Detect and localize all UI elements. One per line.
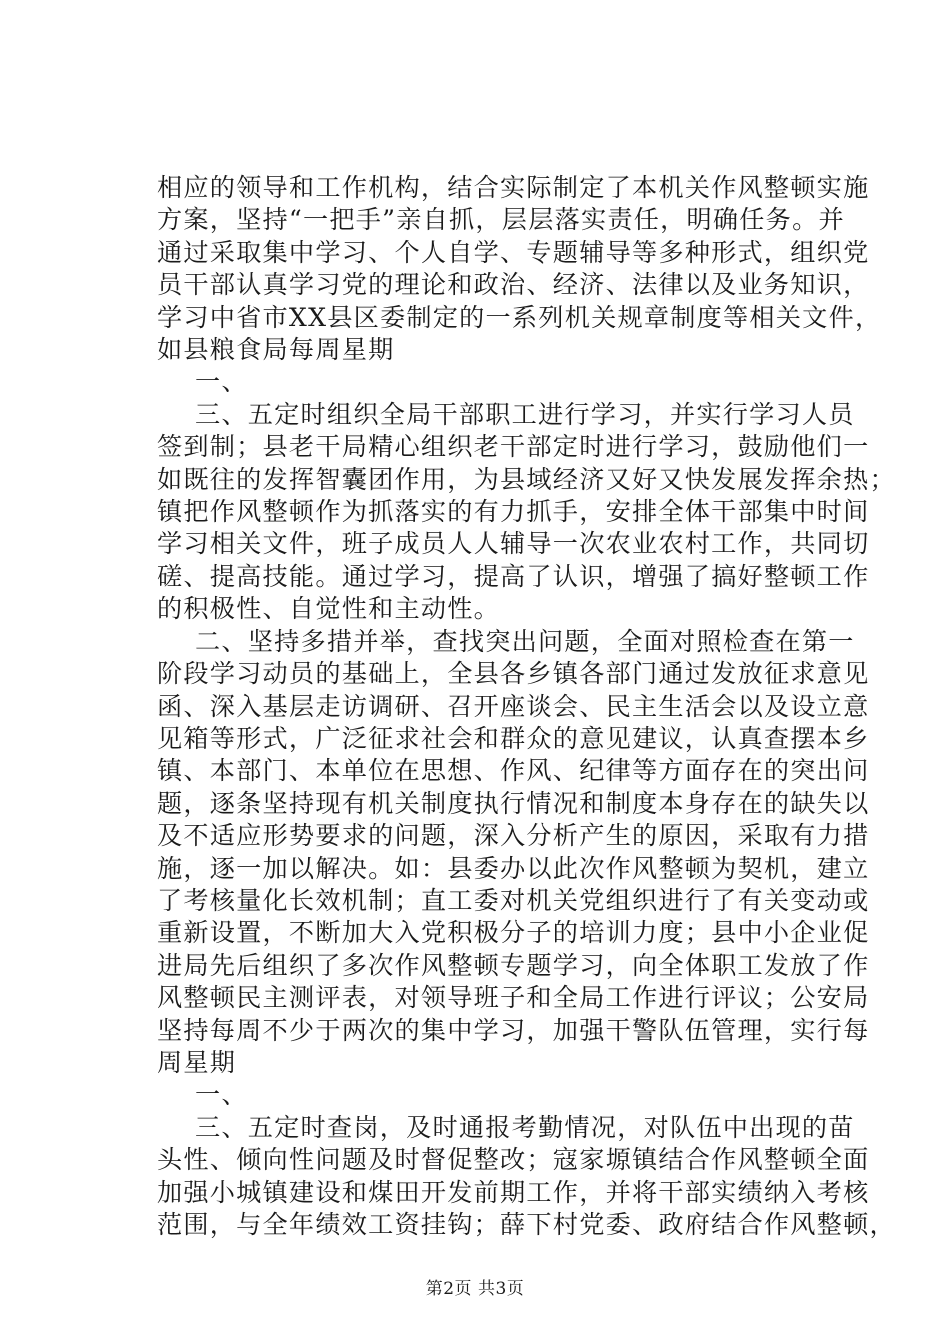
text-line: 了考核量化长效机制；直工委对机关党组织进行了有关变动或	[157, 885, 870, 915]
text-line: 签到制；县老干局精心组织老干部定时进行学习，鼓励他们一	[157, 432, 870, 462]
text-line: 周星期	[157, 1047, 237, 1077]
text-line: 如县粮食局每周星期	[157, 335, 395, 365]
text-line: 施，逐一加以解决。如：县委办以此次作风整顿为契机，建立	[157, 853, 870, 883]
text-line: 范围，与全年绩效工资挂钩；薛下村党委、政府结合作风整顿，	[157, 1210, 896, 1239]
text-line: 及不适应形势要求的问题，深入分析产生的原因，采取有力措	[157, 821, 870, 851]
text-line: 员干部认真学习党的理论和政治、经济、法律以及业务知识，	[157, 270, 870, 300]
text-line: 三、五定时组织全局干部职工进行学习，并实行学习人员	[195, 399, 855, 429]
text-line: 镇把作风整顿作为抓落实的有力抓手，安排全体干部集中时间	[157, 497, 870, 527]
text-line: 方案，坚持“一把手”亲自抓，层层落实责任，明确任务。并	[157, 205, 845, 235]
text-line: 坚持每周不少于两次的集中学习，加强干警队伍管理，实行每	[157, 1015, 870, 1045]
text-line: 三、五定时查岗，及时通报考勤情况，对队伍中出现的苗	[195, 1112, 855, 1142]
text-line: 风整顿民主测评表，对领导班子和全局工作进行评议；公安局	[157, 983, 870, 1013]
text-line: 函、深入基层走访调研、召开座谈会、民主生活会以及设立意	[157, 691, 870, 721]
body-text	[157, 172, 896, 1241]
text-line: 重新设置，不断加大入党积极分子的培训力度；县中小企业促	[157, 918, 870, 948]
text-line: 镇、本部门、本单位在思想、作风、纪律等方面存在的突出问	[157, 756, 870, 786]
text-line: 头性、倾向性问题及时督促整改；寇家塬镇结合作风整顿全面	[157, 1145, 870, 1175]
text-line: 一、	[195, 1080, 248, 1110]
text-line: 加强小城镇建设和煤田开发前期工作，并将干部实绩纳入考核	[157, 1177, 870, 1207]
text-line: 相应的领导和工作机构，结合实际制定了本机关作风整顿实施	[157, 173, 870, 202]
text-line: 二、坚持多措并举，查找突出问题，全面对照检查在第一	[195, 626, 855, 656]
text-line: 的积极性、自觉性和主动性。	[157, 594, 501, 624]
text-line: 通过采取集中学习、个人自学、专题辅导等多种形式，组织党	[157, 237, 870, 267]
text-line: 学习相关文件，班子成员人人辅导一次农业农村工作，共同切	[157, 529, 870, 559]
text-line: 一、	[195, 367, 248, 397]
text-line: 学习中省市XX县区委制定的一系列机关规章制度等相关文件，	[157, 302, 882, 332]
text-line: 见箱等形式，广泛征求社会和群众的意见建议，认真查摆本乡	[157, 723, 870, 753]
text-line: 题，逐条坚持现有机关制度执行情况和制度本身存在的缺失以	[157, 788, 870, 818]
page-number-footer: 第2页 共3页	[425, 1279, 525, 1299]
text-line: 进局先后组织了多次作风整顿专题学习，向全体职工发放了作	[157, 950, 870, 980]
text-line: 磋、提高技能。通过学习，提高了认识，增强了搞好整顿工作	[157, 561, 870, 591]
text-line: 如既往的发挥智囊团作用，为县域经济又好又快发展发挥余热；	[157, 464, 896, 494]
text-line: 阶段学习动员的基础上，全县各乡镇各部门通过发放征求意见	[157, 659, 870, 689]
